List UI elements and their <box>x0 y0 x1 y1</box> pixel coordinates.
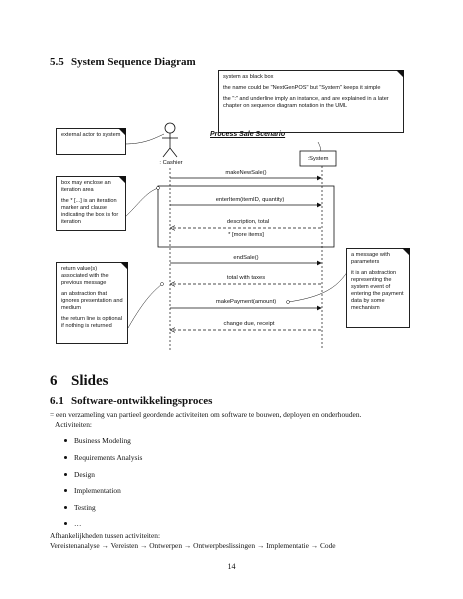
note-text: the name could be "NextGenPOS" but "System" keeps it simple <box>223 85 381 91</box>
dependencies-heading: Afhankelijkheden tussen activiteiten: <box>50 531 161 540</box>
list-item-text: Design <box>74 470 95 479</box>
definition-line-1: = een verzameling van partieel geordende activiteiten om software te bouwen, deployen en onderhouden. <box>50 410 362 419</box>
list-item-text: … <box>74 519 82 528</box>
connector-blackbox-note <box>318 142 320 151</box>
system-sequence-diagram <box>50 68 412 360</box>
note-text: system as black box <box>223 74 274 80</box>
connector-box-note <box>124 188 158 218</box>
section-6-1-heading <box>50 395 212 407</box>
note-text: an abstraction that ignores presentation and medium <box>61 291 123 311</box>
system-label: :System <box>307 156 329 162</box>
section-number: 5.5 <box>50 56 64 68</box>
section-5-5-heading <box>50 56 196 68</box>
section-title: System Sequence Diagram <box>71 56 196 68</box>
page-number: 14 <box>227 562 236 571</box>
note-return-values <box>56 262 128 344</box>
note-message-parameters <box>346 248 410 328</box>
msg-end-sale: endSale() <box>233 255 259 261</box>
note-external-actor <box>56 128 126 155</box>
section-title: Slides <box>71 373 109 389</box>
connector-return-note <box>128 284 162 328</box>
msg-make-payment: makePayment(amount) <box>215 299 277 305</box>
msg-make-new-sale: makeNewSale() <box>225 170 267 176</box>
section-title: Software-ontwikkelingsproces <box>71 395 213 407</box>
note-iteration-box <box>56 176 126 231</box>
list-item-text: Requirements Analysis <box>74 453 143 462</box>
scenario-title: Process Sale Scenario <box>210 131 286 138</box>
msg-enter-item: enterItem(itemID, quantity) <box>215 197 285 203</box>
note-text: a message with parameters <box>351 252 390 265</box>
note-text: the return line is optional if nothing is returned <box>61 316 122 329</box>
note-text: box may enclose an iteration area <box>61 180 111 193</box>
note-text: the * [...] is an iteration marker and clause indicating the box is for iteration <box>61 198 119 225</box>
note-text: return value(s) associated with the previous message <box>61 266 109 286</box>
definition-line-2: Activiteiten: <box>55 420 92 429</box>
list-item-text: Business Modeling <box>74 436 131 445</box>
note-text: external actor to system <box>61 132 121 138</box>
connector-message-note <box>288 268 350 302</box>
note-text: the ":" and underline imply an instance, and are explained in a later chapter on sequence diagram notation in the UML <box>223 96 389 109</box>
dependencies-chain: Vereistenanalyse → Vereisten → Ontwerpen → Ontwerpbeslissingen → Implementatie → Code <box>50 541 336 550</box>
note-system-black-box <box>218 70 404 133</box>
list-item-text: Testing <box>74 503 96 512</box>
msg-description-total: description, total <box>226 219 270 225</box>
cashier-actor-icon <box>162 123 178 157</box>
msg-total-with-taxes: total with taxes <box>226 275 266 281</box>
section-number: 6 <box>50 373 58 389</box>
connector-actor-note <box>124 134 164 144</box>
iteration-marker: * [more items] <box>228 232 264 238</box>
section-6-heading <box>50 373 109 390</box>
cashier-label: : Cashier <box>159 160 183 166</box>
msg-change-due-receipt: change due, receipt <box>223 321 275 327</box>
section-number: 6.1 <box>50 395 64 407</box>
note-text: it is an abstraction representing the system event of entering the payment data by some mechanism <box>351 270 404 311</box>
list-item-text: Implementation <box>74 486 121 495</box>
